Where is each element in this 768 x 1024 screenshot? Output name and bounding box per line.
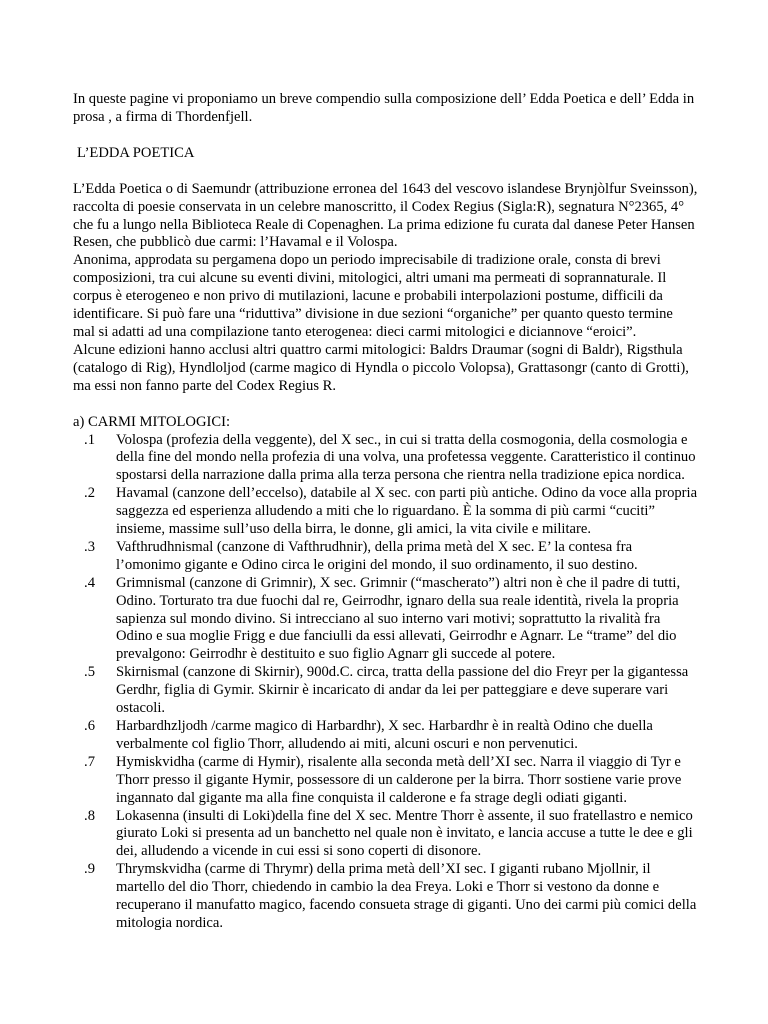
intro-paragraph: In queste pagine vi proponiamo un breve compendio sulla composizione dell’ Edda Poetica e dell’ Edda in prosa , a firma di Thordenfjell. (73, 91, 695, 125)
paragraph-1: L’Edda Poetica o di Saemundr (attribuzione erronea del 1643 del vescovo islandese Brynjòlfur Sveinsson), raccolta di poesie conservata in un celebre manoscritto, il Codex Regius (Sigla:R), segnatura N°2365, 4° che fu a lungo nella Biblioteca Reale di Copenaghen. La prima edizione fu curata dal danese Peter Hansen Resen, che pubblicò due carmi: l’Havamal e il Volospa. (73, 180, 698, 251)
list-item-text: Vafthrudhnismal (canzone di Vafthrudhnir), della prima metà del X sec. E’ la contesa fra l’omonimo gigante e Odino circa le origini del mondo, il suo ordinamento, il suo destino. (116, 538, 638, 573)
carmi-list (73, 432, 698, 933)
paragraph-2: Anonima, approdata su pergamena dopo un periodo imprecisabile di tradizione orale, consta di brevi composizioni, tra cui alcune su eventi divini, mitologici, altri umani ma permeati di soprannaturale. Il corpus è eterogeneo e non privo di mutilazioni, lacune e probabili interpolazioni postume, difficili da identificare. Si può fare una “riduttiva” divisione in due sezioni “organiche” per quanto questo termine mal si adatti ad una compilazione tanto eterogenea: dieci carmi mitologici e diciannove “eroici”. (73, 252, 673, 340)
list-item: 4. Grimnismal (canzone di Grimnir), X sec. Grimnir (“mascherato”) altri non è che il padre di tutti, Odino. Torturato tra due fuochi dal re, Geirrodhr, ignaro della sua reale identità, rivela la propria sapienza sul mondo divino. Si intrecciano al suo interno vari motivi; soprattutto la rivalità fra Odino e sua moglie Frigg e due fanciulli da essi allevati, Geirrodhr e Agnarr. Le “trame” del dio prevalgono: Geirrodhr è destituito e suo figlio Agnarr gli succede al potere. (73, 575, 698, 665)
list-item-text: Skirnismal (canzone di Skirnir), 900d.C. circa, tratta della passione del dio Freyr per la gigantessa Gerdhr, figlia di Gymir. Skirnir è incaricato di andar da lei per patteggiare e deve superare vari ostacoli. (116, 664, 689, 717)
list-item: 8. Lokasenna (insulti di Loki)della fine del X sec. Mentre Thorr è assente, il suo fratellastro e nemico giurato Loki si presenta ad un banchetto nel quale non è invitato, e lancia accuse a tutte le dee e gli dei, alludendo a vicende in cui essi si sono coperti di disonore. (73, 808, 698, 862)
list-item: 9. Thrymskvidha (carme di Thrymr) della prima metà dell’XI sec. I giganti rubano Mjollnir, il martello del dio Thorr, chiedendo in cambio la dea Freya. Loki e Thorr si vestono da donne e recuperano il manufatto magico, facendo consueta strage di giganti. Uno dei carmi più comici della mitologia nordica. (84, 861, 697, 931)
list-item-text: Thrymskvidha (carme di Thrymr) della prima metà dell’XI sec. I giganti rubano Mjollnir, il martello del dio Thorr, chiedendo in cambio la dea Freya. Loki e Thorr si vestono da donne e recuperano il manufatto magico, facendo consueta strage di giganti. Uno dei carmi più comici della mitologia nordica. (116, 861, 697, 931)
list-item-text: Hymiskvidha (carme di Hymir), risalente alla seconda metà dell’XI sec. Narra il viaggio di Tyr e Thorr presso il gigante Hymir, possessore di un calderone per la birra. Thorr sostiene varie prove ingannato dal gigante ma alla fine conquista il calderone e fa strage degli odiati giganti. (116, 753, 682, 806)
list-item: 7. Hymiskvidha (carme di Hymir), risalente alla seconda metà dell’XI sec. Narra il viaggio di Tyr e Thorr presso il gigante Hymir, possessore di un calderone per la birra. Thorr sostiene varie prove ingannato dal gigante ma alla fine conquista il calderone e fa strage degli odiati giganti. (73, 754, 698, 808)
list-item-text: Harbardhzljodh /carme magico di Harbardhr), X sec. Harbardhr è in realtà Odino che duella verbalmente col figlio Thorr, alludendo ai miti, alcuni oscuri e non pervenutici. (116, 718, 653, 752)
list-item-text: Lokasenna (insulti di Loki)della fine del X sec. Mentre Thorr è assente, il suo fratellastro e nemico giurato Loki si presenta ad un banchetto nel quale non è invitato, e lancia accuse a tutte le dee e gli dei, alludendo a vicende in cui essi si sono coperti di disonore. (116, 807, 693, 860)
list-item: 6. Harbardhzljodh /carme magico di Harbardhr), X sec. Harbardhr è in realtà Odino che duella verbalmente col figlio Thorr, alludendo ai miti, alcuni oscuri e non pervenutici. (73, 718, 698, 754)
list-item-text: Grimnismal (canzone di Grimnir), X sec. Grimnir (“mascherato”) altri non è che il padre di tutti, Odino. Torturato tra due fuochi dal re, Geirrodhr, ignaro della sua reale identità, rivela la propria sapienza sul mondo divino. Si intrecciano al suo interno vari motivi; soprattutto la rivalità fra Odino e sua moglie Frigg e due fanciulli da essi allevati, Geirrodhr e Agnarr. Le “trame” del dio prevalgono: Geirrodhr è destituito e suo figlio Agnarr gli succede al potere. (116, 574, 681, 663)
list-heading: a) CARMI MITOLOGICI: (73, 413, 231, 430)
edda-description (73, 181, 698, 396)
list-item: 3. Vafthrudhnismal (canzone di Vafthrudhnir), della prima metà del X sec. E’ la contesa fra l’omonimo gigante e Odino circa le origini del mondo, il suo ordinamento, il suo destino. (73, 539, 698, 575)
list-item: 2. Havamal (canzone dell’eccelso), databile al X sec. con parti più antiche. Odino da voce alla propria saggezza ed esperienza alludendo a miti che lo riguardano. È la somma di più carmi “cuciti” insieme, massime sull’uso della birra, le donne, gli amici, la vita civile e militare. (84, 485, 698, 538)
list-item-text: Volospa (profezia della veggente), del X sec., in cui si tratta della cosmogonia, della cosmologia e della fine del mondo nella profezia di una volva, una profetessa veggente. Caratteristico il continuo spostarsi della narrazione dalla prima alla terza persona che rientra nella tradizione epica nordica. (116, 431, 696, 484)
list-item-text: Havamal (canzone dell’eccelso), databile al X sec. con parti più antiche. Odino da voce alla propria saggezza ed esperienza alludendo a miti che lo riguardano. È la somma di più carmi “cuciti” insieme, massime sull’uso della birra, le donne, gli amici, la vita civile e militare. (116, 485, 698, 538)
list-item: 5. Skirnismal (canzone di Skirnir), 900d.C. circa, tratta della passione del dio Freyr per la gigantessa Gerdhr, figlia di Gymir. Skirnir è incaricato di andar da lei per patteggiare e deve superare vari ostacoli. (73, 664, 698, 718)
list-item: 1. Volospa (profezia della veggente), del X sec., in cui si tratta della cosmogonia, della cosmologia e della fine del mondo nella profezia di una volva, una profetessa veggente. Caratteristico il continuo spostarsi della narrazione dalla prima alla terza persona che rientra nella tradizione epica nordica. (73, 432, 698, 486)
section-title: L’EDDA POETICA (77, 144, 195, 161)
paragraph-3: Alcune edizioni hanno acclusi altri quattro carmi mitologici: Baldrs Draumar (sogni di Baldr), Rigsthula (catalogo di Rig), Hyndloljod (carme magico di Hyndla o piccolo Volopsa), Grattasongr (canto di Grotti), ma essi non fanno parte del Codex Regius R. (73, 341, 689, 394)
